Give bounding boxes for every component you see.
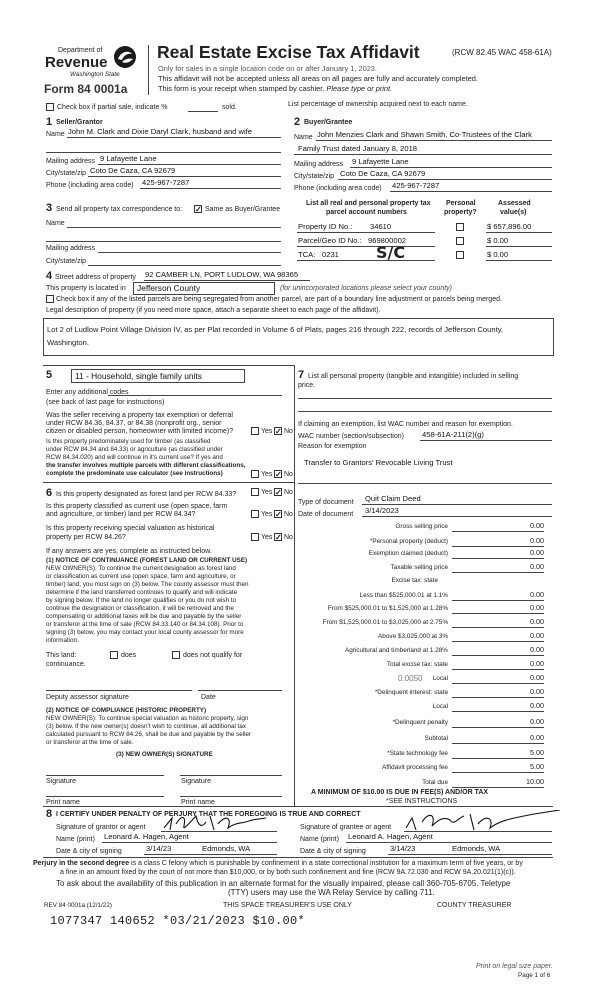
calc-label: Subtotal [424,735,448,742]
calc-value[interactable]: 5.00 [530,762,544,771]
parcel-col-header-3b: value(s) [500,209,527,216]
assessed-line [486,246,552,247]
notice-compliance-body: calculated pursuant to RCW 84.26, shall be due and payable by the seller [46,731,252,738]
rcw-reference: (RCW 82.45 WAC 458-61A) [452,48,552,57]
parcel-label: Property ID No.: [298,222,353,231]
county-treasurer-label: COUNTY TREASURER [437,902,512,909]
assessed-line [486,232,552,233]
minimum-due-note: A MINIMUM OF $10.00 IS DUE IN FEE(S) AND/OR TAX [311,789,489,796]
timber-yes-checkbox[interactable] [251,470,259,478]
section-5-top-line [43,365,295,366]
calc-label: *Delinquent penalty [392,719,448,726]
notice-compliance-body: or transferor at the time of sale. [46,739,134,746]
grantor-name-field[interactable]: Leonard A. Hagen, Agent [104,832,189,841]
does-qualify-checkbox[interactable] [110,651,118,659]
calc-value[interactable]: 0.00 [530,673,544,682]
page-number: Page 1 of 6 [518,972,551,979]
calc-line [452,772,544,773]
personal-property-field-2[interactable] [298,411,552,412]
calc-label: Taxable selling price [390,564,448,571]
seller-mail-label: Mailing address [46,158,96,165]
parcel-line [297,260,435,261]
notice-compliance-body: (3) below. If the new owner(s) doesn't wish to continue, all additional tax [46,723,247,730]
print-name-label: Print name [181,799,215,806]
section-6-top-line [43,482,295,483]
print-name-label: Print name [46,799,80,806]
calc-line [452,546,544,547]
parcel-line [297,246,435,247]
forest-yes-checkbox[interactable] [251,488,259,496]
timber-no-checkbox[interactable]: ✓ [275,470,282,479]
parcel-value[interactable]: 34610 [370,222,392,231]
calc-label: Affidavit processing fee [382,764,448,771]
calc-line [452,600,544,601]
notice-continuance-body: determine if the land transferred continues to qualify and will indicate [46,589,238,596]
document-type-field[interactable]: Quit Claim Deed [365,494,421,503]
grantor-date-field[interactable]: 3/14/23 [146,844,172,853]
perjury-notice-1: Perjury in the second degree is a class C felony which is punishable by confinement in a state correctional institution for a maximum term of five years, or by [33,860,523,867]
no-label: No [284,511,293,518]
grantee-city-field[interactable]: Edmonds, WA [452,844,501,853]
document-date-label: Date of document [298,511,354,518]
calc-label: *State technology fee [387,750,448,757]
alt-format-notice: To ask about the availability of this publication in an alternate format for the visually impaired, please call 360-705-6705. Teletype [56,879,511,888]
buyer-phone-label: Phone (including area code) [294,185,382,192]
legal-description-field[interactable] [43,318,554,356]
notice-continuance-body: or transferor at the time of sale (RCW 84.33.140 or 84.34.108). Prior to [46,621,244,628]
calc-line [452,531,544,532]
new-owner-signature-2[interactable] [180,775,282,776]
seller-phone-field[interactable]: 425-967-7287 [142,178,190,187]
notice-continuance-body: or classification as current use (open space, farm and agriculture, or [46,573,236,580]
parcel-col-header-3: Assessed [498,200,531,207]
name-print-label: Name (print) [300,836,339,843]
document-date-line [362,516,552,517]
calc-value[interactable]: 0.00 [530,659,544,668]
dept-line1: Department of [58,47,103,54]
street-line [144,280,310,281]
notice-continuance-title: (1) NOTICE OF CONTINUANCE (FOREST LAND OR CURRENT USE) [46,557,248,564]
treasurer-use-label: THIS SPACE TREASURER'S USE ONLY [223,902,352,909]
segregated-checkbox[interactable] [46,295,54,303]
section-4-number: 4 [46,270,53,282]
exemption-question-line-3: citizen or disabled person, homeowner with limited income)? [46,428,234,435]
calc-line [452,641,544,642]
personal-property-note-1: List all personal property (tangible and intangible) included in selling [308,373,519,380]
correspondence-name-line [67,227,281,228]
section-5-number: 5 [46,369,53,381]
buyer-phone-line [390,191,552,192]
notice-continuance-body: continue the designation or classification, it will be removed and the [46,605,234,612]
calc-line [452,683,544,684]
subtitle-1: Only for sales in a single location code on or after January 1, 2023. [158,64,377,73]
timber-question-line-3: RCW 84.34.020) and will continue in it's current use? If yes and [46,454,223,461]
county-selected-value: Jefferson County [137,283,201,293]
no-label: No [284,489,293,496]
deputy-signature-field[interactable] [46,690,192,691]
parcel-label: Parcel/Geo ID No.: [298,236,362,245]
see-instructions-note: *SEE INSTRUCTIONS [386,798,458,805]
exemption-no-checkbox[interactable]: ✓ [275,427,282,436]
grantor-signature-label: Signature of grantor or agent [56,824,146,831]
buyer-name-field-2[interactable]: Family Trust dated January 8, 2018 [298,144,418,153]
calc-line [452,758,544,759]
seller-phone-line [140,188,281,189]
calc-value[interactable]: 0.00 [530,536,544,545]
calc-value[interactable]: 0.00 [530,733,544,742]
calc-value[interactable]: 0.00 [530,717,544,726]
if-yes-instructions: If any answers are yes, complete as instructed below. [46,548,212,555]
reason-line [298,483,552,484]
buyer-name-field-1[interactable]: John Menzies Clark and Shawn Smith, Co-Trustees of the Clark [317,130,532,139]
calc-line [452,697,544,698]
calc-line [452,558,544,559]
notice-compliance-body: NEW OWNER(S): To continue special valuation as historic property, sign [46,715,249,722]
calc-label: From $525,000.01 to $1,525,000 at 1.28% [327,605,448,612]
exemption-yes-checkbox[interactable] [251,427,259,435]
wac-line [420,440,552,441]
buyer-city-field[interactable]: Coto De Caza, CA 92679 [340,169,426,178]
perjury-notice-2: a fine in an amount fixed by the court of not more than $10,000, or by both such confinement and fine (RCW 9A.72.030 and RCW 9A.20.021(1)(c)). [60,869,516,876]
parcel-line [297,232,435,233]
personal-property-note-2: price. [298,382,316,389]
dept-state: Washington State [70,71,120,78]
calc-label: Above $3,025,000 at 3% [378,633,448,640]
calc-value[interactable]: 0.00 [530,687,544,696]
parcel-col-header-2b: property? [444,209,477,216]
notice-continuance-body: signing (3) below, you may contact your local county assessor for more [46,629,244,636]
current-use-yes-checkbox[interactable] [251,510,259,518]
personal-property-checkbox[interactable] [456,237,464,245]
calc-value[interactable]: 0.00 [530,590,544,599]
signature-label: Signature [181,778,211,785]
parcel-label: TCA: [298,250,316,259]
timber-question-line-1: Is this property predominately used for timber (as classified [46,438,211,445]
sold-label: sold. [222,104,237,111]
correspondence-city-line [88,265,281,266]
local-rate: 0.0050 [398,674,423,683]
alt-format-notice-2: (TTY) users may use the WA Relay Service by calling 711. [228,888,435,897]
form-number: Form 84 0001a [44,82,128,96]
exemption-claim-label: If claiming an exemption, list WAC number and reason for exemption. [298,421,513,428]
calc-value[interactable]: 0.00 [530,617,544,626]
calc-label: Total due [422,779,448,786]
grantee-name-line [346,842,552,843]
parcel-value[interactable]: 0231 [322,250,339,259]
section-1-number: 1 [46,116,53,128]
section-1-title: Seller/Grantor [56,119,103,126]
buyer-mail-label: Mailing address [294,161,344,168]
calc-label: *Personal property (deduct) [369,538,448,545]
buyer-mail-field[interactable]: 9 Lafayette Lane [352,157,409,166]
section-7-number: 7 [298,369,305,381]
wac-field[interactable]: 458-61A-211(2)(g) [422,430,484,439]
assessed-line [486,260,552,261]
new-owner-signature-title: (3) NEW OWNER(S) SIGNATURE [116,751,213,758]
parcel-stamp: S/C [376,243,406,262]
grantee-date-line [388,854,552,855]
column-divider [294,365,295,806]
calc-label: From $1,525,000.01 to $3,025,000 at 2.75% [322,619,448,626]
calc-line [452,711,544,712]
footer-top-line [43,857,553,858]
calc-line [452,655,544,656]
buyer-city-line [338,179,552,180]
seller-mail-line [98,164,281,165]
correspondence-mail-label: Mailing address [46,245,96,252]
calc-line [452,613,544,614]
section-8-top-line [43,806,553,807]
yes-label: Yes [261,489,273,496]
deputy-date-field[interactable] [198,690,282,691]
street-field[interactable]: 92 CAMBER LN, PORT LUDLOW, WA 98365 [145,270,299,279]
grantee-date-field[interactable]: 3/14/23 [390,844,416,853]
current-use-no-checkbox[interactable]: ✓ [275,510,282,519]
new-owner-print-name-1[interactable] [46,796,164,797]
timber-question-line-2: under RCW 84.34 and 84.33) or agriculture (as classified under [46,446,223,453]
document-date-field[interactable]: 3/14/2023 [365,506,399,515]
personal-property-checkbox[interactable] [456,251,464,259]
seller-name-line [67,137,281,138]
calc-label: Local [432,703,448,710]
buyer-name-line [316,140,552,141]
partial-sale-checkbox[interactable] [46,103,54,111]
historic-yes-checkbox[interactable] [251,533,259,541]
document-type-label: Type of document [298,499,354,506]
legal-paper-note: Print on legal size paper. [476,963,553,970]
calc-line [452,743,544,744]
does-label: does [121,652,137,659]
assessed-value[interactable]: $ 0.00 [487,236,509,245]
calc-value[interactable]: 0.00 [530,548,544,557]
deputy-date-label: Date [201,694,216,701]
seller-city-label: City/state/zip [46,170,87,177]
parcel-col-header-2: Personal [446,200,476,207]
seller-name-line-2 [46,152,281,153]
certify-statement: I CERTIFY UNDER PENALTY OF PERJURY THAT THE FOREGOING IS TRUE AND CORRECT [56,811,361,818]
correspondence-name-label: Name [46,220,65,227]
exemption-question-line-2: under RCW 84.36, 84.37, or 84.38 (nonprofit org., senior [46,420,222,427]
seller-phone-label: Phone (including area code) [46,182,134,189]
form-revision: REV 84 0001a (12/1/22) [44,902,112,909]
parcel-value[interactable]: 969800002 [368,236,407,245]
current-use-question-1: Is this property classified as current use (open space, farm [46,503,228,510]
signature-label: Signature [46,778,76,785]
seller-name-field[interactable]: John M. Clark and Dixie Daryl Clark, husband and wife [68,127,253,136]
calc-label: Less than $525,000.01 at 1.1% [359,592,448,599]
notice-continuance-body: timber) land, you must sign on (3) below. The county assessor must then [46,581,249,588]
section-2-title: Buyer/Grantee [304,119,353,126]
calc-label: Total excise tax: state [386,661,448,668]
calc-value[interactable]: 0.00 [530,603,544,612]
date-city-label: Date & city of signing [300,848,366,855]
calc-value[interactable]: 0.00 [530,701,544,710]
street-label: Street address of property [55,274,136,281]
section-6-number: 6 [46,487,53,499]
segregated-label: Check box if any of the listed parcels are being segregated from another parcel, are part of a boundary line adjustment or parcels being merged. [56,296,502,303]
buyer-name-line-2 [294,154,552,155]
buyer-city-label: City/state/zip [294,173,335,180]
calc-label: Excise tax: state [391,577,438,584]
subtitle-3: This form is your receipt when stamped by cashier. Please type or print. [158,84,393,93]
wac-label: WAC number (section/subsection) [298,433,404,440]
date-city-label: Date & city of signing [56,848,122,855]
yes-label: Yes [261,428,273,435]
forest-no-checkbox[interactable]: ✓ [275,488,282,497]
ownership-note: List percentage of ownership acquired next to each name. [288,101,468,108]
name-print-label: Name (print) [56,836,95,843]
legal-description-text: Lot 2 of Ludlow Point Village Division IV, as per Plat recorded in Volume 6 of Plats, pages 216 through 222, records of Jefferson County, Washington. [47,325,504,347]
calc-line [452,727,544,728]
seller-name-label: Name [46,131,65,138]
calc-label: *Delinquent interest: state [374,689,448,696]
additional-codes-field[interactable] [108,395,282,396]
calc-label: Gross selling price [395,523,448,530]
deputy-signature-label: Deputy assessor signature [46,694,129,701]
calc-label: Exemption claimed (deduct) [368,550,448,557]
historic-question-2: property per RCW 84.26? [46,534,126,541]
calc-value[interactable]: 0.00 [530,521,544,530]
current-use-question-2: and agriculture, or timber) land per RCW 84.34? [46,511,196,518]
calc-value[interactable]: 0.00 [530,631,544,640]
new-owner-print-name-2[interactable] [180,796,282,797]
section-3-number: 3 [46,202,53,214]
yes-label: Yes [261,511,273,518]
parcel-col-header-1: List all real and personal property tax [306,200,431,207]
header-divider [148,45,149,95]
timber-question-line-4: the transfer involves multiple parcels with different classifications, [46,462,246,469]
partial-sale-label: Check box if partial sale, indicate % [57,104,168,111]
buyer-mail-line [350,167,552,168]
no-label: No [284,471,293,478]
no-label: No [284,534,293,541]
calc-value[interactable]: 5.00 [530,748,544,757]
see-instructions: (see back of last page for instructions) [46,399,165,406]
seller-city-field[interactable]: Coto De Caza, CA 92679 [90,166,176,175]
calc-value[interactable]: 0.00 [530,645,544,654]
document-type-line [362,504,552,505]
correspondence-label: Send all property tax correspondence to: [56,206,183,213]
correspondence-name-line-2 [46,241,281,242]
notice-compliance-title: (2) NOTICE OF COMPLIANCE (HISTORIC PROPERTY) [46,707,207,714]
revenue-logo-icon [113,45,137,69]
personal-property-field-1[interactable] [298,398,552,399]
grantor-date-line [144,854,277,855]
exemption-question-line-1: Was the seller receiving a property tax exemption or deferral [46,412,233,419]
seller-city-line [88,176,281,177]
personal-property-checkbox[interactable] [456,223,464,231]
yes-label: Yes [261,534,273,541]
continuance-label: continuance. [46,661,86,668]
does-not-qualify-checkbox[interactable] [172,651,180,659]
section-8-number: 8 [46,808,53,820]
grantee-signature-label: Signature of grantee or agent [300,824,392,831]
correspondence-mail-line [98,252,281,253]
assessed-value[interactable]: $ 657,896.00 [487,222,532,231]
calc-line [452,669,544,670]
notice-continuance-body: NEW OWNER(S): To continue the current designation as forest land [46,565,236,572]
calc-line [452,572,544,573]
use-code-value: 11 - Household, single family units [75,371,202,381]
historic-no-checkbox[interactable]: ✓ [275,533,282,542]
same-as-buyer-checkbox[interactable]: ✓ [195,205,202,214]
grantor-city-field[interactable]: Edmonds, WA [202,844,251,853]
additional-codes-label: Enter any additional codes [46,389,129,396]
calc-label: Agricultural and timberland at 1.28% [344,647,448,654]
notice-continuance-body: compensating or additional taxes will be due and payable by the seller [46,613,242,620]
reason-label: Reason for exemption [298,443,367,450]
new-owner-signature-1[interactable] [46,775,164,776]
calc-line [452,787,544,788]
grantee-name-field[interactable]: Leonard A. Hagen, Agent [348,832,433,841]
notice-continuance-body: by signing below. If the land no longer qualifies or you do not wish to [46,597,237,604]
page-title: Real Estate Excise Tax Affidavit [157,42,420,62]
dept-name: Revenue [45,54,108,71]
subtitle-2: This affidavit will not be accepted unless all areas on all pages are fully and accurately completed. [158,74,478,83]
yes-label: Yes [261,471,273,478]
county-select[interactable] [133,282,275,295]
calc-label: Local [432,675,448,682]
grantor-name-line [102,842,277,843]
legal-description-label: Legal description of property (if you need more space, attach a separate sheet to each page of the affidavit). [46,307,381,314]
same-as-buyer-label: Same as Buyer/Grantee [205,206,281,213]
section-2-number: 2 [294,116,301,128]
parcel-col-header-1b: parcel account numbers [326,209,407,216]
historic-question-1: Is this property receiving special valuation as historical [46,525,215,532]
this-land-label: This land: [46,652,77,659]
partial-sale-percent-field[interactable] [188,111,218,112]
reason-field[interactable]: Transfer to Grantors' Revocable Living Trust [304,458,453,467]
county-label: This property is located in [46,285,126,292]
no-label: No [284,428,293,435]
timber-question-line-5: complete the predominate use calculator (see instructions) [46,470,223,477]
assessed-value[interactable]: $ 0.00 [487,250,509,259]
correspondence-city-label: City/state/zip [46,258,87,265]
calc-value[interactable]: 10.00 [526,777,544,786]
treasurer-receipt-stamp: 1077347 140652 *03/21/2023 $10.00* [50,914,306,928]
notice-continuance-body: information. [46,637,79,644]
unincorporated-note: (for unincorporated locations please select your county) [280,285,452,292]
use-code-select[interactable] [71,369,245,383]
forest-land-question: Is this property designated as forest land per RCW 84.33? [56,491,237,498]
does-not-label: does not qualify for [183,652,243,659]
calc-value[interactable]: 0.00 [530,562,544,571]
calc-line [452,627,544,628]
seller-mail-field[interactable]: 9 Lafayette Lane [100,154,157,163]
buyer-name-label: Name [294,134,313,141]
buyer-phone-field[interactable]: 425-967-7287 [392,181,440,190]
